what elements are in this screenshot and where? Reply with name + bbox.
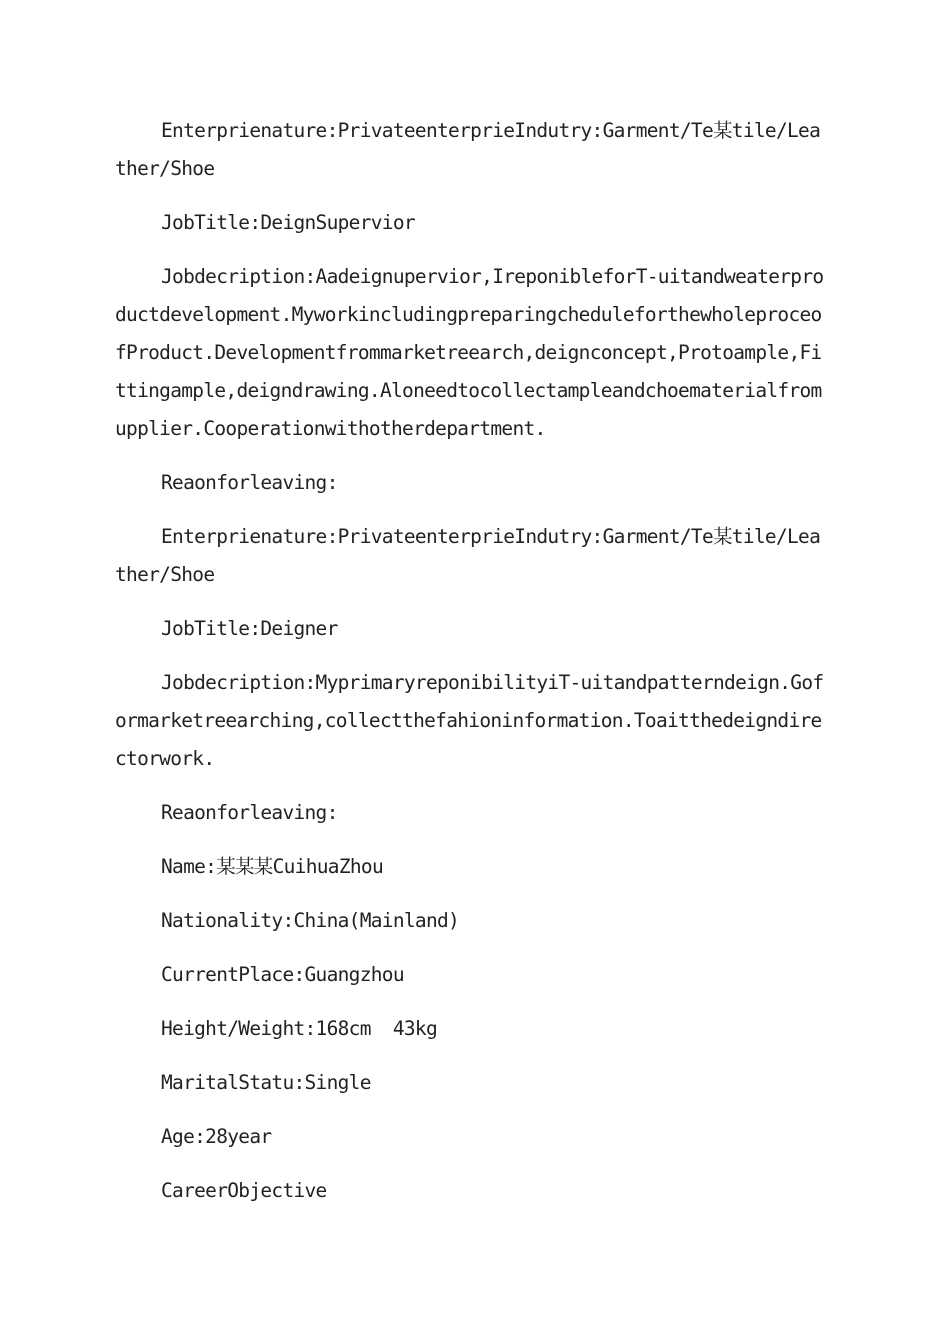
- marital-status-field: MaritalStatu:Single: [161, 1071, 371, 1094]
- nationality-field: Nationality:China(Mainland): [161, 909, 460, 932]
- career-objective-heading: CareerObjective: [161, 1179, 327, 1202]
- job-description-2: Jobdecription:MyprimaryreponibilityiT-uitandpatterndeign.Goformarketreearching,collectthefahioninformation.Toaitthedeigndirectorwork.: [115, 671, 824, 770]
- document-body: [115, 112, 831, 1226]
- name-field: Name:某某某CuihuaZhou: [161, 855, 383, 878]
- age-field: Age:28year: [161, 1125, 272, 1148]
- job-title-2: JobTitle:Deigner: [161, 617, 338, 640]
- job-description-1: Jobdecription:Aadeignupervior,IreponibleforT-uitandweaterproductdevelopment.Myworkincludingpreparingchedulefor​thewholeproceofProduct.Developmentfrommarketreearch,deignconcept,Protoample,Fittingample,deigndrawing.Aloneedtocollectampleandchoematerialfromupplier.Cooperationwithotherdepartment.: [115, 265, 824, 440]
- reason-for-leaving-1: Reaonforleaving:: [161, 471, 338, 494]
- enterprise-nature-1: Enterprienature:PrivateenterprieIndutry:Garment/Te某tile/Leather/Shoe: [115, 119, 821, 180]
- job-title-1: JobTitle:DeignSupervior: [161, 211, 415, 234]
- current-place-field: CurrentPlace:Guangzhou: [161, 963, 404, 986]
- enterprise-nature-2: Enterprienature:PrivateenterprieIndutry:Garment/Te某tile/Leather/Shoe: [115, 525, 821, 586]
- height-weight-field: Height/Weight:168cm 43kg: [161, 1017, 437, 1040]
- reason-for-leaving-2: Reaonforleaving:: [161, 801, 338, 824]
